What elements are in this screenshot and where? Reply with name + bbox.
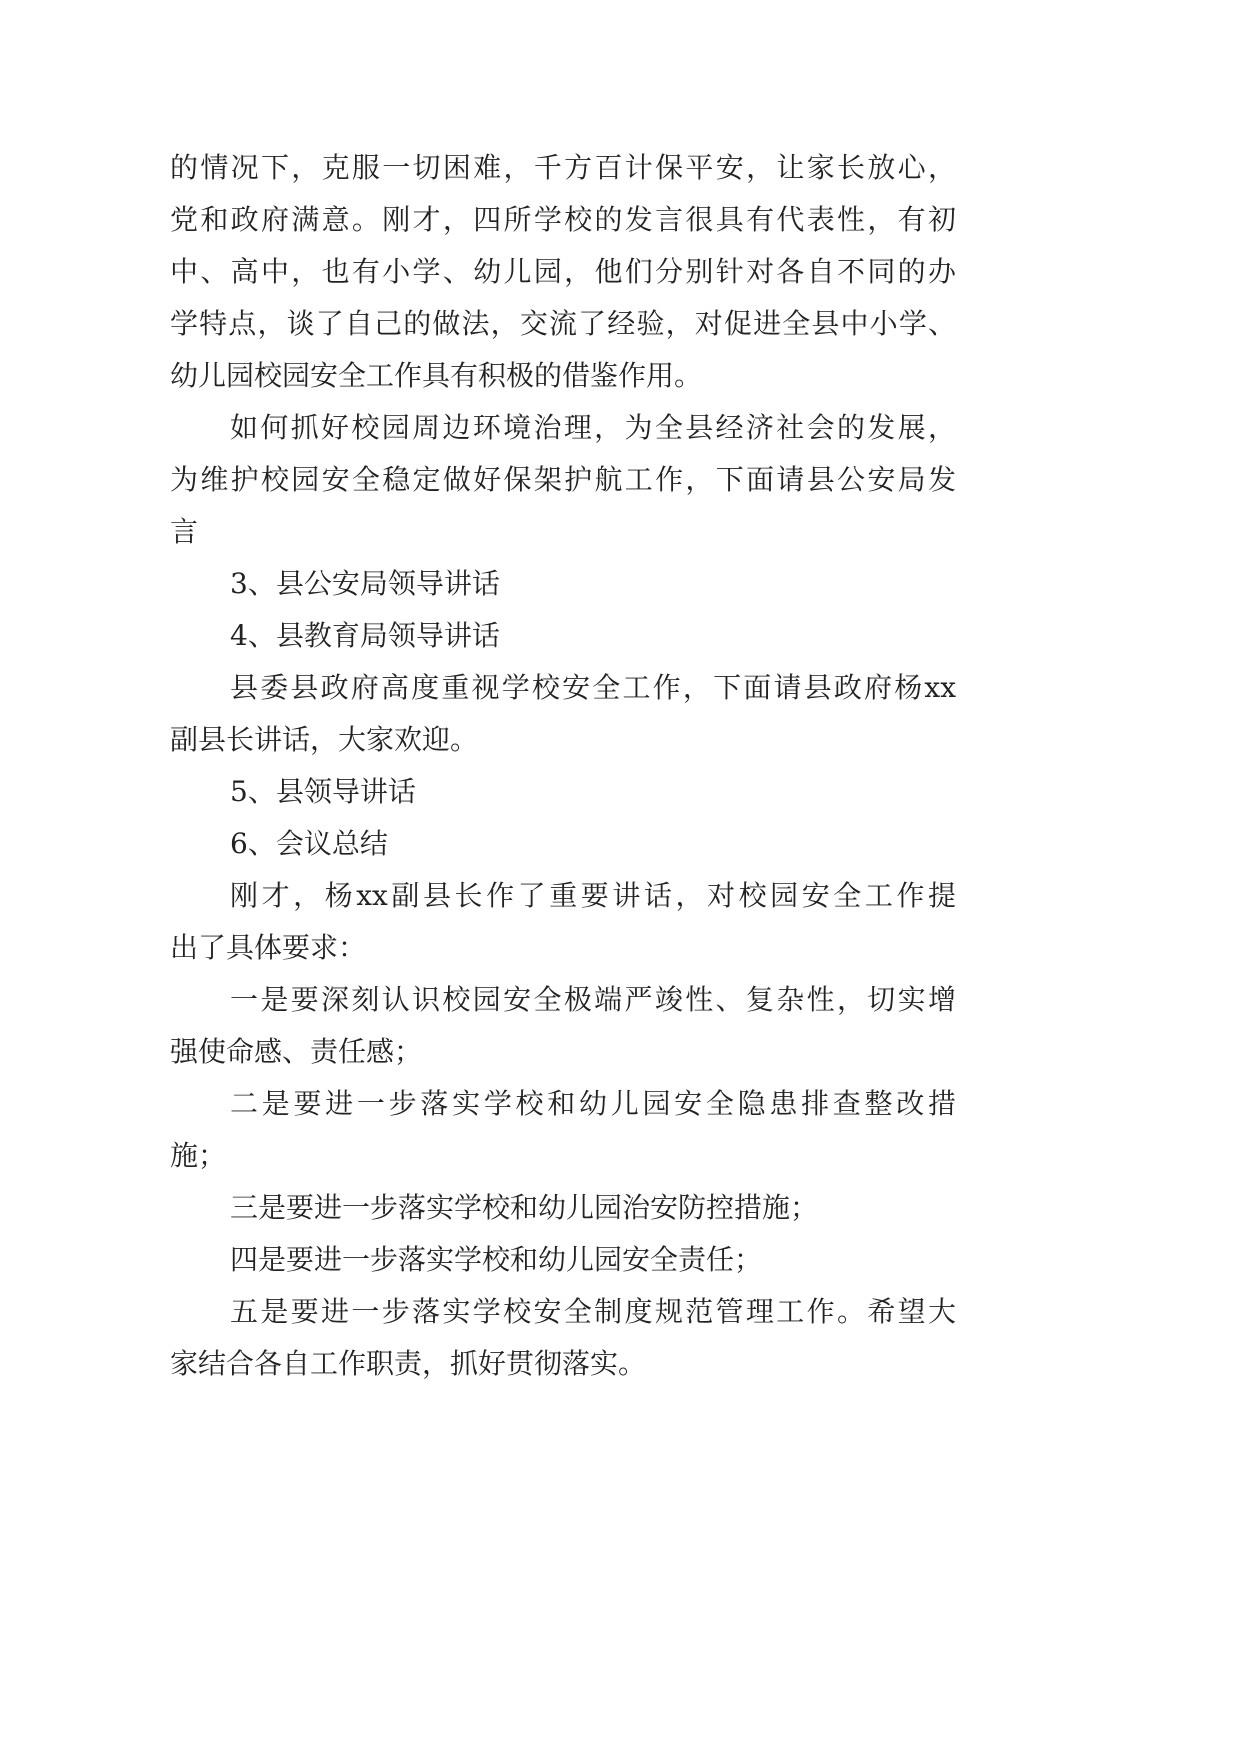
text-line: 幼儿园校园安全工作具有积极的借鉴作用。 — [170, 359, 703, 392]
text-line: 施； — [170, 1139, 227, 1172]
paragraph-summary-intro — [170, 870, 956, 974]
requirement-3 — [170, 1182, 956, 1234]
paragraph-opening-remarks — [170, 142, 956, 402]
requirement-2 — [170, 1078, 956, 1182]
agenda-item-3 — [170, 558, 956, 610]
text-line: 如何抓好校园周边环境治理，为全县经济社会的发展， — [230, 411, 956, 444]
text-line: 副县长讲话，大家欢迎。 — [170, 723, 479, 756]
text-line: 3、县公安局领导讲话 — [230, 567, 500, 600]
text-line: 言 — [170, 515, 199, 548]
text-line: 6、会议总结 — [230, 827, 388, 860]
text-line: 四是要进一步落实学校和幼儿园安全责任； — [230, 1243, 763, 1276]
text-line: 出了具体要求： — [170, 931, 367, 964]
requirement-5 — [170, 1286, 956, 1390]
text-line: 家结合各自工作职责，抓好贯彻落实。 — [170, 1347, 647, 1380]
text-line: 党和政府满意。刚才，四所学校的发言很具有代表性，有初 — [170, 203, 956, 236]
paragraph-police-intro — [170, 402, 956, 558]
text-line: 三是要进一步落实学校和幼儿园治安防控措施； — [230, 1191, 819, 1224]
text-line: 5、县领导讲话 — [230, 775, 416, 808]
text-line: 学特点，谈了自己的做法，交流了经验，对促进全县中小学、 — [170, 307, 956, 340]
text-line: 一是要深刻认识校园安全极端严竣性、复杂性，切实增 — [230, 983, 956, 1016]
text-line: 强使命感、责任感； — [170, 1035, 423, 1068]
text-line: 4、县教育局领导讲话 — [230, 619, 500, 652]
document-body — [170, 142, 956, 1390]
text-line: 为维护校园安全稳定做好保架护航工作，下面请县公安局发 — [170, 463, 956, 496]
requirement-1 — [170, 974, 956, 1078]
text-line: 五是要进一步落实学校安全制度规范管理工作。希望大 — [230, 1295, 956, 1328]
agenda-item-5 — [170, 766, 956, 818]
text-line: 刚才，杨xx副县长作了重要讲话，对校园安全工作提 — [230, 879, 956, 912]
agenda-item-4 — [170, 610, 956, 662]
paragraph-county-leader-intro — [170, 662, 956, 766]
text-line: 县委县政府高度重视学校安全工作，下面请县政府杨xx — [230, 671, 956, 704]
requirement-4 — [170, 1234, 956, 1286]
agenda-item-6 — [170, 818, 956, 870]
text-line: 中、高中，也有小学、幼儿园，他们分别针对各自不同的办 — [170, 255, 956, 288]
text-line: 二是要进一步落实学校和幼儿园安全隐患排查整改措 — [230, 1087, 956, 1120]
text-line: 的情况下，克服一切困难，千方百计保平安，让家长放心， — [170, 151, 956, 184]
